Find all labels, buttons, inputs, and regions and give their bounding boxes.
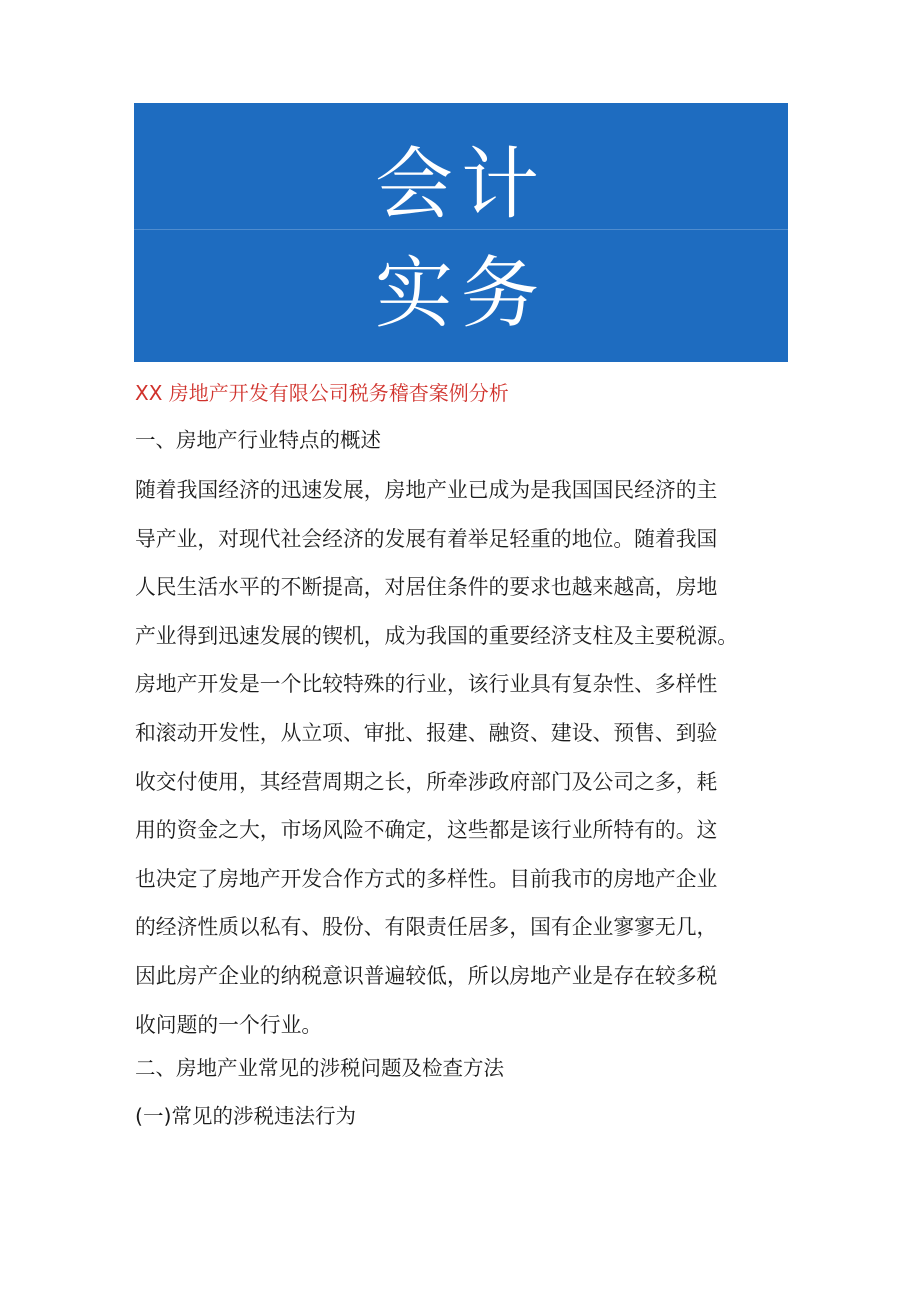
paragraph-line: 导产业，对现代社会经济的发展有着举足轻重的地位。随着我国 — [135, 526, 718, 551]
paragraph-line: 收问题的一个行业。 — [135, 1012, 323, 1037]
paragraph-line: 房地产开发是一个比较特殊的行业，该行业具有复杂性、多样性 — [135, 672, 718, 697]
paragraph-line: 用的资金之大，市场风险不确定，这些都是该行业所特有的。这 — [135, 818, 718, 843]
section-heading-1: 一、房地产行业特点的概述 — [135, 428, 381, 452]
paragraph-line: 人民生活水平的不断提高，对居住条件的要求也越来越高，房地 — [135, 575, 718, 600]
section-1-body — [135, 468, 795, 1051]
section-heading-2: 二、房地产业常见的涉税问题及检查方法 — [135, 1056, 504, 1080]
banner-title-line-2: 实务 — [374, 249, 547, 339]
paragraph-line: 的经济性质以私有、股份、有限责任居多，国有企业寥寥无几， — [135, 915, 718, 940]
paragraph-line: 也决定了房地产开发合作方式的多样性。目前我市的房地产企业 — [135, 866, 718, 891]
paragraph-line: 和滚动开发性，从立项、审批、报建、融资、建设、预售、到验 — [135, 720, 718, 745]
paragraph-line: 随着我国经济的迅速发展，房地产业已成为是我国国民经济的主 — [135, 478, 718, 502]
paragraph-line: 因此房产企业的纳税意识普遍较低，所以房地产业是存在较多税 — [135, 963, 718, 988]
cover-banner — [134, 103, 788, 362]
paragraph-line: 收交付使用，其经营周期之长，所牵涉政府部门及公司之多，耗 — [135, 769, 718, 794]
banner-title-line-1: 会计 — [374, 140, 547, 230]
document-title: XX 房地产开发有限公司税务稽杳案例分析 — [135, 381, 509, 405]
sub-heading-1: (一)常见的涉税违法行为 — [135, 1104, 356, 1128]
paragraph-line: 产业得到迅速发展的锲机，成为我国的重要经济支柱及主要税源。 — [135, 623, 739, 648]
